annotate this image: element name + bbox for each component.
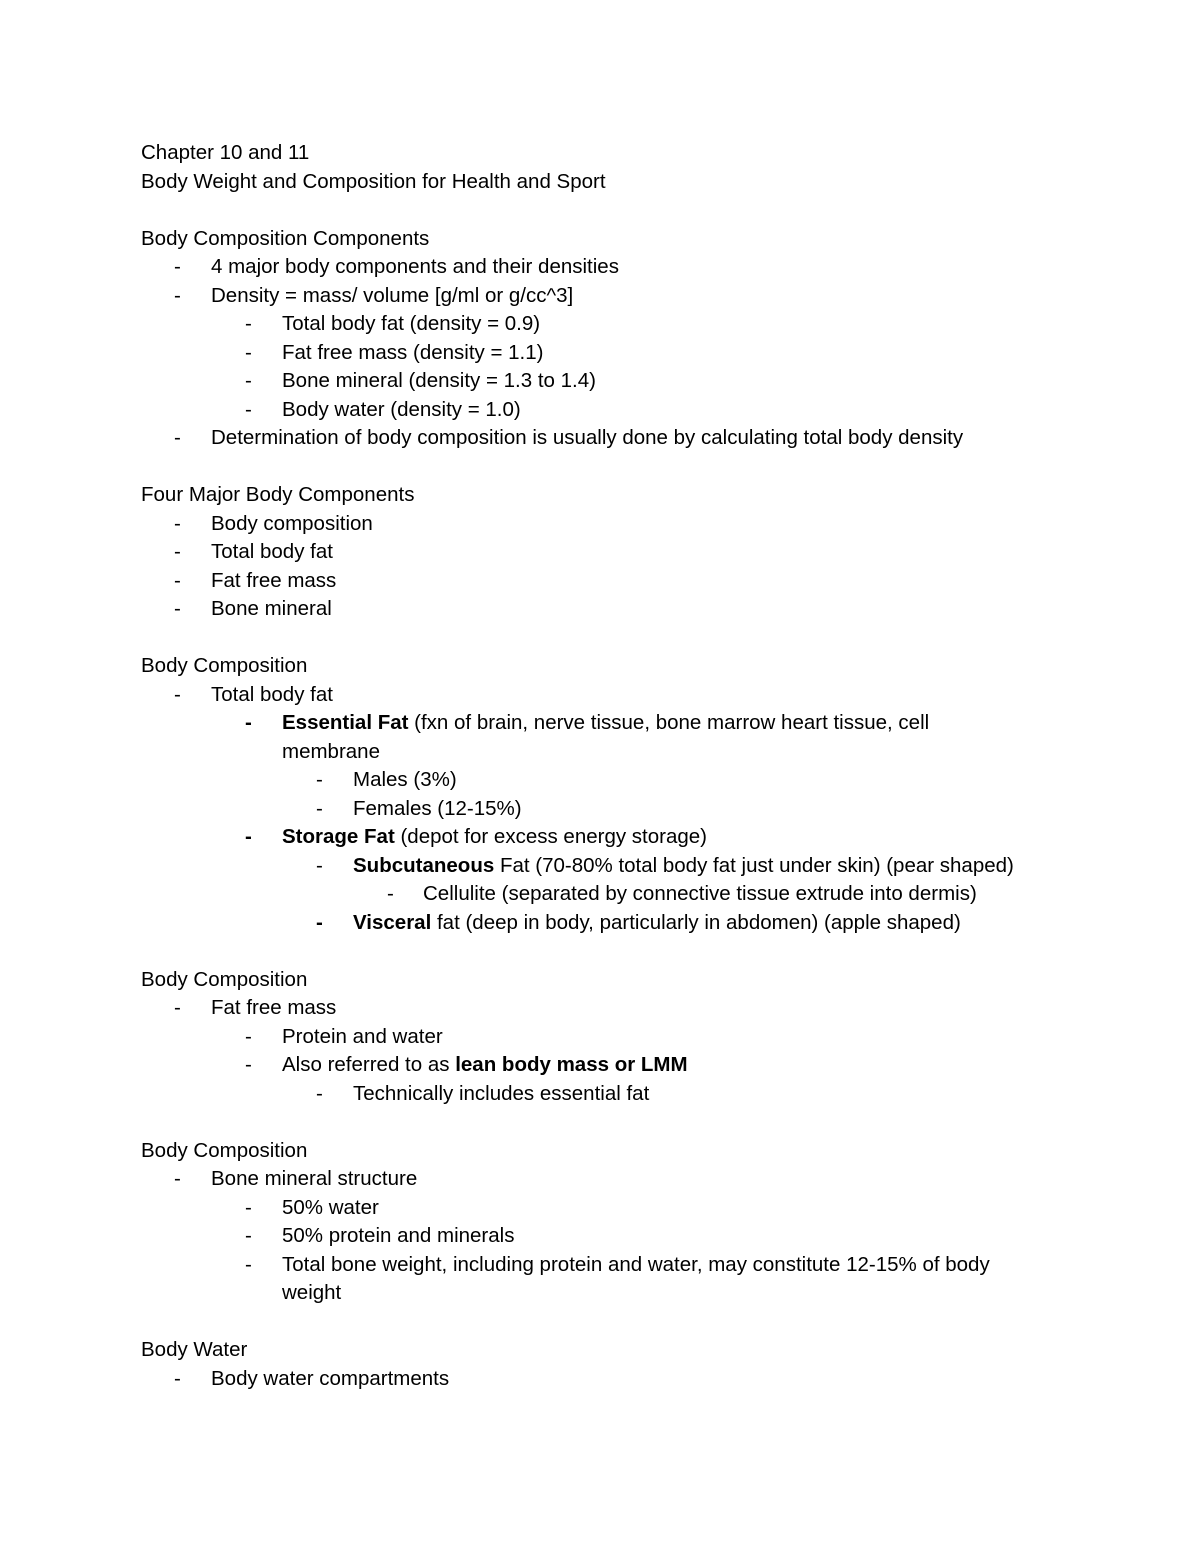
bullet-dash: - [174,682,181,706]
document-page [141,139,1141,1393]
section-heading: Body Composition [141,1138,308,1162]
bullet-dash: - [174,540,181,563]
bullet-dash: - [316,796,323,820]
list-item-continuation: weight [282,1281,342,1304]
document-title: Body Weight and Composition for Health and Sport [141,169,606,193]
list-item: - Determination of body composition is usually done by calculating total body density [141,424,1141,453]
bullet-dash: - [174,597,181,620]
list-item: - Total body fat (density = 0.9) [141,310,1141,339]
list-item: - Bone mineral structure [141,1165,1141,1194]
bullet-dash: - [174,511,181,535]
section-heading: Four Major Body Components [141,483,415,506]
section-heading: Body Composition [141,967,308,991]
list-item: - Density = mass/ volume [g/ml or g/cc^3] [141,282,1141,311]
bullet-dash: - [174,1366,181,1390]
lean-body-mass-term: lean body mass or LMM [455,1053,688,1076]
list-item: - Fat free mass (density = 1.1) [141,339,1141,368]
list-item: - Body composition [141,510,1141,539]
list-item: - Body water compartments [141,1365,1141,1394]
bullet-dash: - [245,1252,252,1276]
section-heading: Body Composition [141,654,308,677]
list-item: - Subcutaneous Fat (70-80% total body fat just under skin) (pear shaped) [141,852,1141,881]
bullet-dash: - [174,996,181,1019]
list-item: - Essential Fat (fxn of brain, nerve tissue, bone marrow heart tissue, cell [141,709,1141,738]
essential-fat-term: Essential Fat [282,711,409,734]
bullet-dash: - [387,882,394,905]
list-item: - Visceral fat (deep in body, particularly in abdomen) (apple shaped) [141,909,1141,938]
bullet-dash: - [174,283,181,307]
bullet-dash: - [245,1224,252,1247]
bullet-dash: - [245,1195,252,1219]
bullet-dash: - [245,1053,252,1076]
bullet-dash: - [174,426,181,449]
bullet-dash: - [245,1024,252,1048]
list-item: - Fat free mass [141,567,1141,596]
list-item: - Fat free mass [141,994,1141,1023]
bullet-dash: - [245,397,252,421]
bullet-dash: - [316,1081,323,1105]
list-item: - Also referred to as lean body mass or LMM [141,1051,1141,1080]
bullet-dash: - [245,369,252,392]
list-item: - Total bone weight, including protein and water, may constitute 12-15% of body [141,1251,1141,1280]
list-item: - 50% water [141,1194,1141,1223]
bullet-dash: - [245,711,252,734]
bullet-dash: - [174,255,181,278]
list-item: - Protein and water [141,1023,1141,1052]
list-item: - 50% protein and minerals [141,1222,1141,1251]
list-item: - Body water (density = 1.0) [141,396,1141,425]
list-item: - Males (3%) [141,766,1141,795]
list-item: - Bone mineral (density = 1.3 to 1.4) [141,367,1141,396]
list-item: - Total body fat [141,538,1141,567]
list-item: - 4 major body components and their densities [141,253,1141,282]
list-item: - Cellulite (separated by connective tissue extrude into dermis) [141,880,1141,909]
section-heading: Body Composition Components [141,226,430,250]
chapter-label: Chapter 10 and 11 [141,141,310,164]
bullet-dash: - [245,312,252,335]
bullet-dash: - [245,825,252,848]
bullet-dash: - [316,910,323,934]
list-item: - Bone mineral [141,595,1141,624]
list-item-continuation: membrane [282,739,380,763]
bullet-dash: - [316,853,323,877]
storage-fat-term: Storage Fat [282,825,395,848]
visceral-term: Visceral [353,910,432,934]
bullet-dash: - [316,768,323,791]
bullet-dash: - [245,340,252,364]
list-item: - Total body fat [141,681,1141,710]
list-item: - Technically includes essential fat [141,1080,1141,1109]
list-item: - Storage Fat (depot for excess energy storage) [141,823,1141,852]
subcutaneous-term: Subcutaneous [353,853,495,877]
bullet-dash: - [174,1167,181,1190]
bullet-dash: - [174,568,181,592]
list-item: - Females (12-15%) [141,795,1141,824]
section-heading: Body Water [141,1338,248,1361]
